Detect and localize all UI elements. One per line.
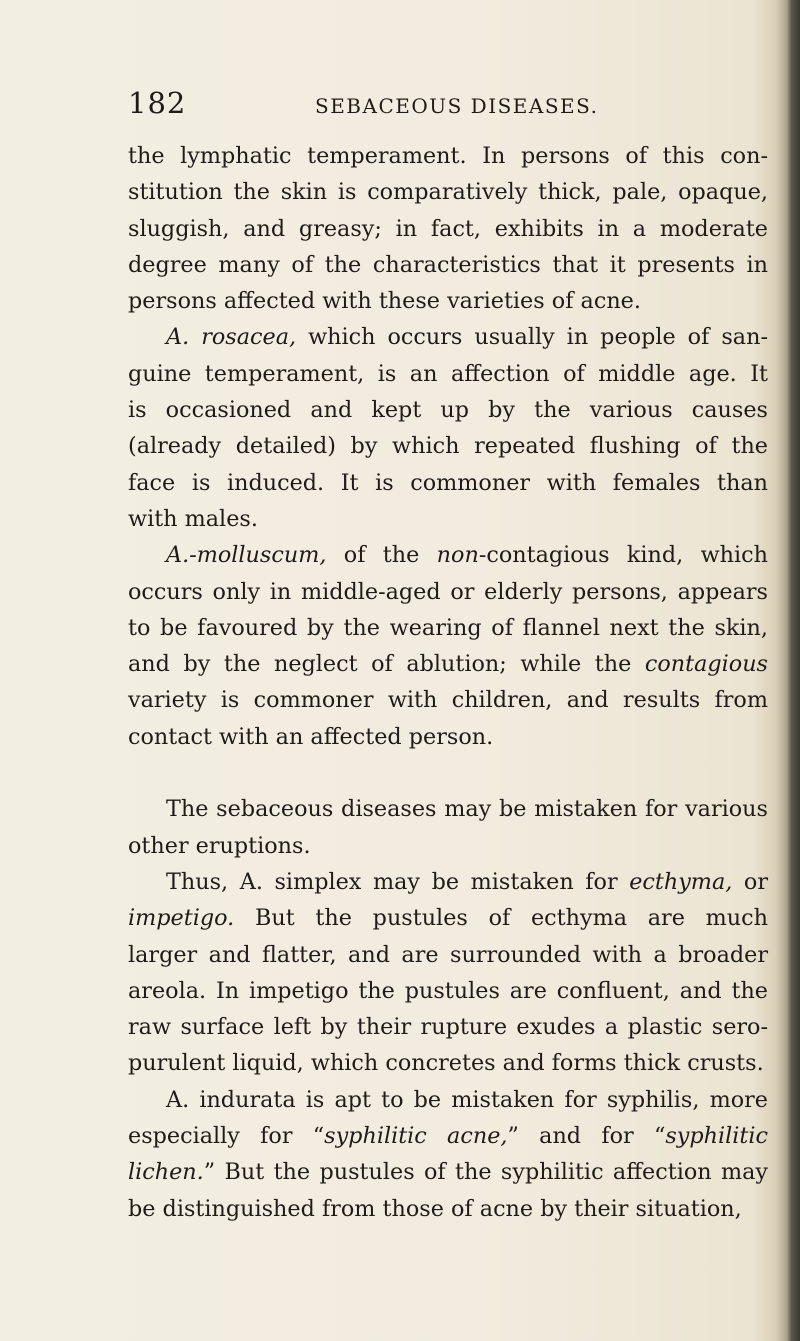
text-span: -contagious kind, which — [478, 542, 768, 569]
text-line — [128, 537, 768, 573]
italic-term: impetigo. — [128, 905, 235, 932]
text-span: which occurs usually in people of san- — [296, 324, 768, 351]
text-line — [128, 864, 768, 900]
text-span: and by the neglect of ablution; while the — [128, 651, 645, 678]
page-edge-shadow — [786, 0, 800, 1341]
text-line: guine temperament, is an affection of middle age. It — [128, 360, 768, 387]
italic-term: contagious — [644, 651, 768, 678]
italic-term: A. rosacea, — [166, 324, 297, 351]
text-line: face is induced. It is commoner with females than — [128, 469, 768, 496]
text-span: Thus, A. simplex may be mistaken for — [166, 868, 630, 895]
text-line: areola. In impetigo the pustules are confluent, and the — [128, 977, 768, 1004]
text-line: with males. — [128, 505, 258, 532]
text-span: especially for “ — [128, 1123, 325, 1150]
text-line: variety is commoner with children, and results from — [128, 687, 768, 714]
text-line: A. indurata is apt to be mistaken for syphilis, more — [166, 1086, 768, 1113]
text-line — [128, 1154, 768, 1190]
text-span: or — [732, 868, 768, 895]
text-line: the lymphatic temperament. In persons of this con- — [128, 143, 768, 169]
italic-term: lichen. — [128, 1159, 204, 1186]
text-line — [128, 319, 768, 355]
italic-term: A.-molluscum, — [166, 542, 327, 569]
running-head: SEBACEOUS DISEASES. — [315, 94, 599, 118]
text-line: degree many of the characteristics that it presents in — [128, 251, 768, 278]
text-span: But the pustules of ecthyma are much — [234, 905, 768, 932]
text-span: of the — [326, 542, 437, 569]
text-line: other eruptions. — [128, 832, 311, 859]
text-line: larger and flatter, and are surrounded with a broader — [128, 941, 768, 968]
text-line: to be favoured by the wearing of flannel next the skin, — [128, 614, 768, 641]
text-line — [128, 900, 768, 936]
italic-term: syphilitic acne, — [324, 1123, 508, 1150]
text-line — [128, 1118, 768, 1154]
text-line: (already detailed) by which repeated flushing of the — [128, 433, 768, 460]
text-line: raw surface left by their rupture exudes a plastic sero- — [128, 1014, 768, 1041]
text-line: purulent liquid, which concretes and forms thick crusts. — [128, 1050, 764, 1077]
text-line: contact with an affected person. — [128, 723, 494, 750]
italic-term: non — [436, 542, 479, 569]
italic-term: ecthyma, — [629, 868, 733, 895]
text-line: is occasioned and kept up by the various causes — [128, 397, 768, 424]
text-span: ” But the pustules of the syphilitic affection may — [203, 1159, 768, 1186]
text-line: persons affected with these varieties of acne. — [128, 288, 641, 315]
page-header — [0, 86, 800, 126]
text-span: ” and for “ — [507, 1123, 666, 1150]
text-line: sluggish, and greasy; in fact, exhibits in a moderate — [128, 215, 768, 242]
text-line: The sebaceous diseases may be mistaken for various — [166, 796, 768, 823]
text-line: stitution the skin is comparatively thick, pale, opaque, — [128, 179, 768, 206]
text-line — [128, 646, 768, 682]
text-line: occurs only in middle-aged or elderly persons, appears — [128, 578, 768, 605]
text-line: be distinguished from those of acne by their situation, — [128, 1195, 742, 1222]
italic-term: syphilitic — [665, 1123, 768, 1150]
body-text — [128, 138, 768, 1227]
paragraph-gap — [128, 755, 768, 791]
page-number: 182 — [128, 86, 187, 120]
